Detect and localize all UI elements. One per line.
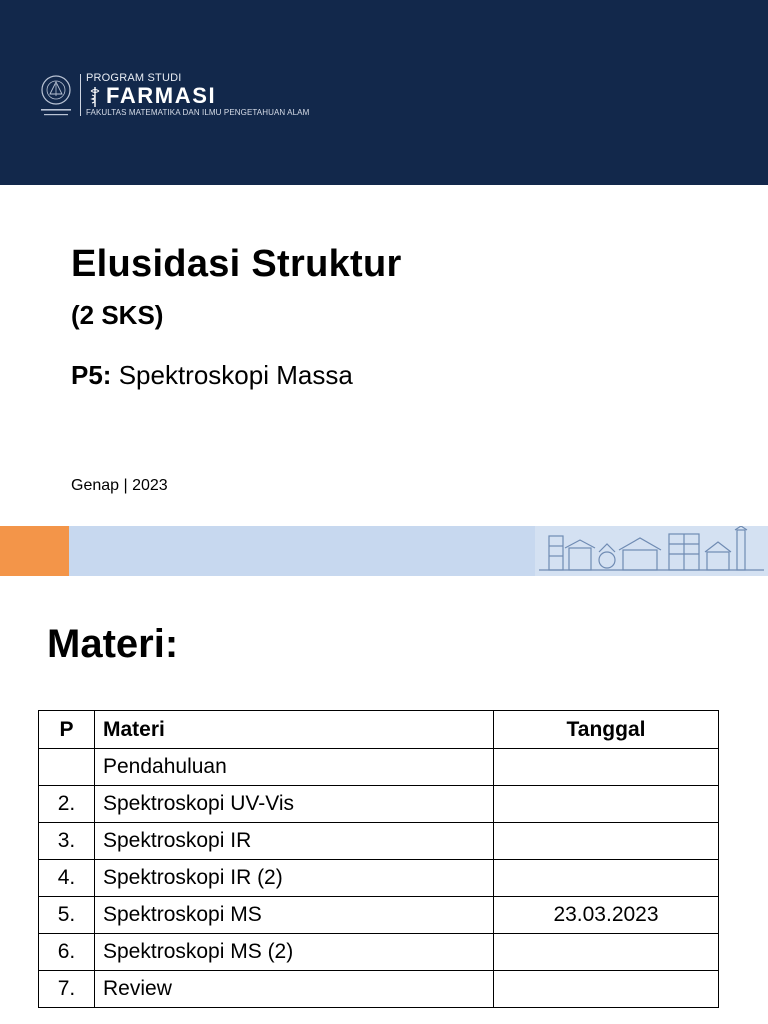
row-date — [494, 823, 719, 860]
university-seal-icon — [36, 72, 76, 120]
table-row — [39, 934, 719, 971]
table-row — [39, 897, 719, 934]
table-row — [39, 971, 719, 1008]
accent-strip — [0, 526, 768, 576]
row-number: 3. — [39, 823, 95, 860]
row-date — [494, 860, 719, 897]
course-title: Elusidasi Struktur — [71, 243, 402, 285]
row-date — [494, 971, 719, 1008]
header-band — [0, 0, 768, 185]
column-header-tanggal: Tanggal — [494, 711, 719, 749]
logo-separator — [80, 74, 81, 116]
session-line — [71, 360, 353, 391]
table-header-row — [39, 711, 719, 749]
row-date — [494, 786, 719, 823]
row-topic: Spektroskopi MS — [95, 897, 494, 934]
row-topic: Review — [95, 971, 494, 1008]
campus-skyline-illustration — [535, 526, 768, 576]
row-topic: Spektroskopi UV-Vis — [95, 786, 494, 823]
column-header-materi: Materi — [95, 711, 494, 749]
column-header-p: P — [39, 711, 95, 749]
row-date — [494, 749, 719, 786]
row-number — [39, 749, 95, 786]
materi-heading: Materi: — [47, 622, 179, 666]
row-number: 6. — [39, 934, 95, 971]
table-row — [39, 749, 719, 786]
table-row — [39, 860, 719, 897]
faculty-name: FAKULTAS MATEMATIKA DAN ILMU PENGETAHUAN ALAM — [86, 108, 310, 117]
schedule-table — [38, 710, 719, 1008]
row-topic: Pendahuluan — [95, 749, 494, 786]
table-row — [39, 823, 719, 860]
row-date — [494, 934, 719, 971]
row-number: 4. — [39, 860, 95, 897]
row-number: 7. — [39, 971, 95, 1008]
row-topic: Spektroskopi MS (2) — [95, 934, 494, 971]
semester-label: Genap | 2023 — [71, 477, 168, 494]
session-code: P5: — [71, 360, 112, 390]
row-number: 5. — [39, 897, 95, 934]
row-date: 23.03.2023 — [494, 897, 719, 934]
caduceus-icon — [88, 86, 102, 108]
program-label: PROGRAM STUDI — [86, 72, 182, 84]
row-topic: Spektroskopi IR (2) — [95, 860, 494, 897]
row-number: 2. — [39, 786, 95, 823]
program-name: FARMASI — [106, 83, 217, 108]
session-topic: Spektroskopi Massa — [111, 360, 353, 390]
table-row — [39, 786, 719, 823]
accent-orange-block — [0, 526, 69, 576]
row-topic: Spektroskopi IR — [95, 823, 494, 860]
course-credits: (2 SKS) — [71, 300, 164, 330]
